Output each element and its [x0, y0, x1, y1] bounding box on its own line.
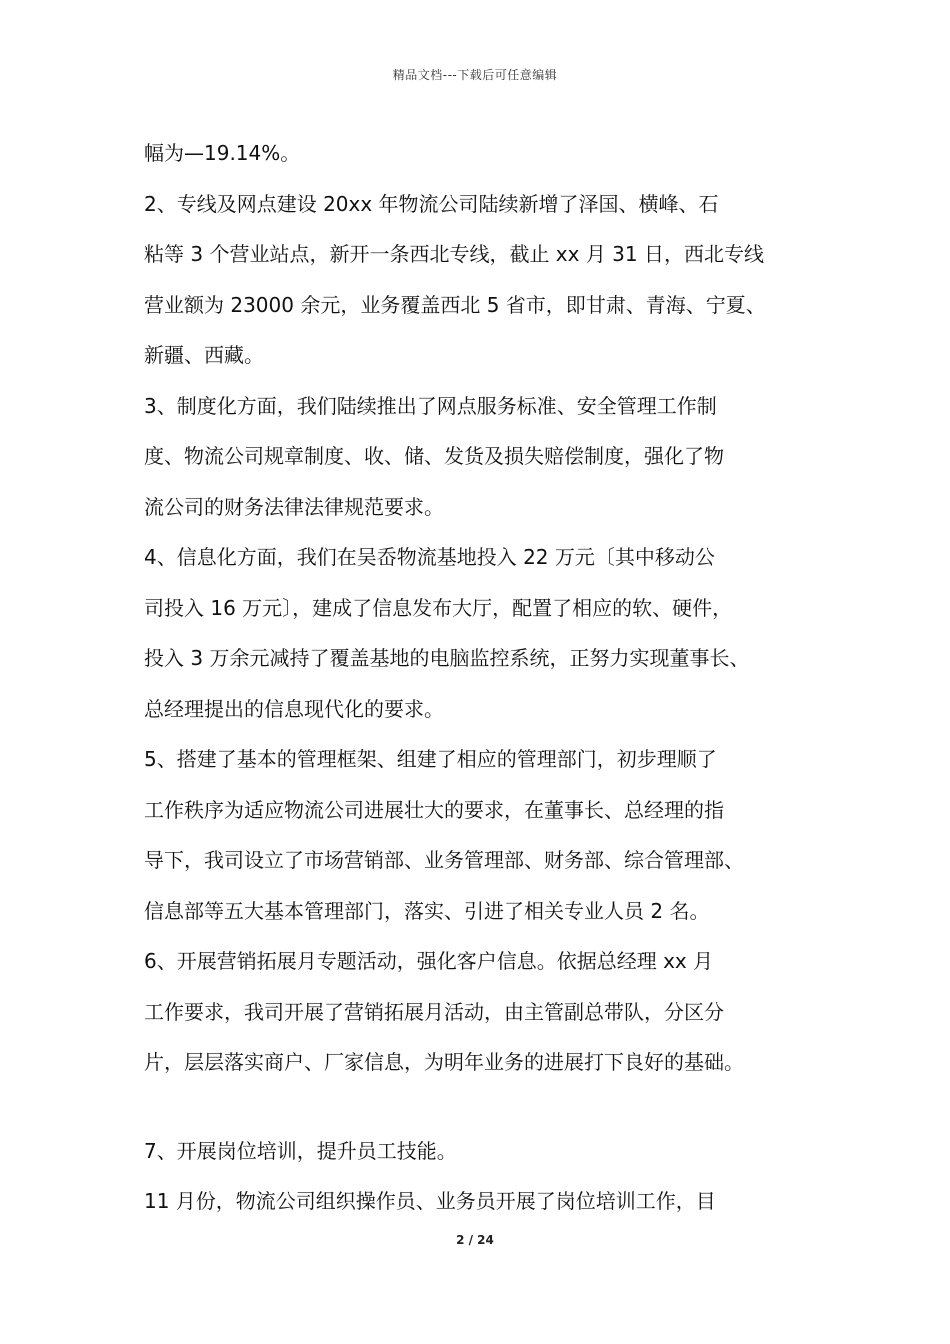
- paragraph-spacer: [144, 1088, 834, 1126]
- text-line: 信息部等五大基本管理部门，落实、引进了相关专业人员 2 名。: [144, 898, 710, 923]
- text-line: 投入 3 万余元减持了覆盖基地的电脑监控系统，正努力实现董事长、: [144, 646, 750, 670]
- text-line: 导下，我司设立了市场营销部、业务管理部、财务部、综合管理部、: [144, 848, 744, 872]
- text-line: 流公司的财务法律法律规范要求。: [144, 494, 444, 519]
- text-line: 工作要求，我司开展了营销拓展月活动，由主管副总带队，分区分: [144, 999, 724, 1024]
- text-line: 工作秩序为适应物流公司进展壮大的要求，在董事长、总经理的指: [144, 797, 724, 822]
- paragraph-4: [144, 532, 834, 734]
- text-line: 度、物流公司规章制度、收、储、发货及损失赔偿制度，强化了物: [144, 444, 724, 468]
- paragraph-3: [144, 381, 834, 533]
- page-header: 精品文档---下载后可任意编辑: [392, 68, 558, 82]
- text-line: 11 月份，物流公司组织操作员、业务员开展了岗位培训工作，目: [144, 1189, 716, 1213]
- text-line: 3、制度化方面，我们陆续推出了网点服务标准、安全管理工作制: [144, 393, 717, 418]
- document-body: [144, 128, 834, 1227]
- paragraph-8: [144, 1176, 834, 1227]
- text-line: 幅为—19.14%。: [144, 141, 301, 165]
- text-line: 总经理提出的信息现代化的要求。: [144, 696, 444, 721]
- paragraph-7: [144, 1126, 834, 1177]
- paragraph-1: [144, 128, 834, 179]
- text-line: 新疆、西藏。: [144, 343, 264, 367]
- text-line: 4、信息化方面，我们在吴岙物流基地投入 22 万元〔其中移动公: [144, 545, 715, 569]
- text-line: 片，层层落实商户、厂家信息，为明年业务的进展打下良好的基础。: [144, 1050, 744, 1074]
- paragraph-6: [144, 936, 834, 1088]
- page-number: 2 / 24: [456, 1233, 494, 1247]
- text-line: 粘等 3 个营业站点，新开一条西北专线，截止 xx 月 31 日，西北专线: [144, 242, 764, 266]
- text-line: 营业额为 23000 余元，业务覆盖西北 5 省市，即甘肃、青海、宁夏、: [144, 292, 766, 317]
- text-line: 2、专线及网点建设 20xx 年物流公司陆续新增了泽国、横峰、石: [144, 191, 719, 216]
- text-line: 司投入 16 万元〕，建成了信息发布大厅，配置了相应的软、硬件，: [144, 595, 733, 620]
- text-line: 7、开展岗位培训，提升员工技能。: [144, 1138, 457, 1163]
- text-line: 5、搭建了基本的管理框架、组建了相应的管理部门，初步理顺了: [144, 747, 717, 771]
- paragraph-2: [144, 179, 834, 381]
- paragraph-5: [144, 734, 834, 936]
- text-line: 6、开展营销拓展月专题活动，强化客户信息。依据总经理 xx 月: [144, 949, 714, 973]
